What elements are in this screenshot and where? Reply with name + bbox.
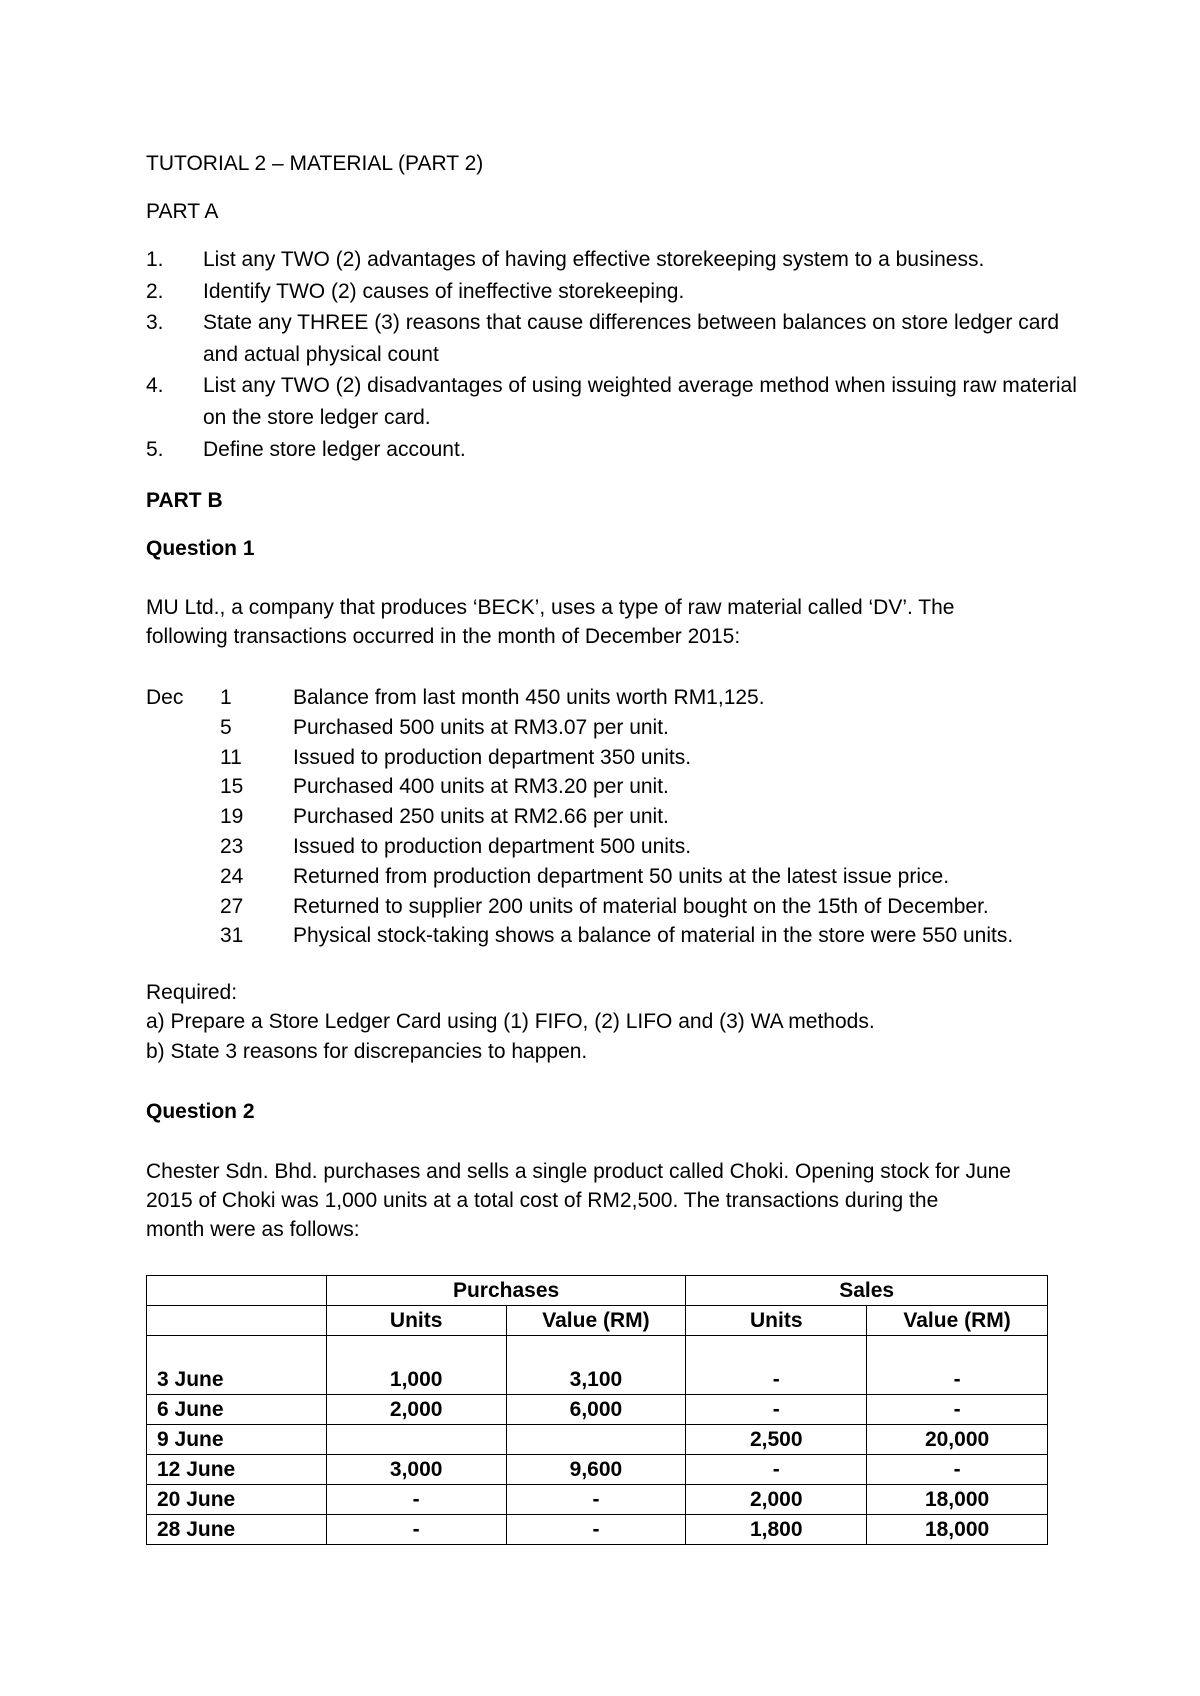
table-cell: 18,000: [867, 1485, 1048, 1515]
question-2-heading: Question 2: [146, 1100, 255, 1123]
transaction-row: [146, 892, 1013, 922]
item-number: 1.: [146, 248, 164, 271]
table-cell: [506, 1425, 686, 1455]
transaction-day: 23: [220, 834, 244, 858]
part-a-list: [146, 244, 1086, 465]
table-cell: 3,100: [506, 1365, 686, 1395]
transaction-day: 27: [220, 894, 244, 918]
question-1-intro-line: MU Ltd., a company that produces ‘BECK’, uses a type of raw material called ‘DV’. The: [146, 596, 955, 619]
transaction-row: [146, 802, 1013, 832]
table-cell: 2,500: [686, 1425, 867, 1455]
table-cell: [147, 1276, 327, 1306]
table-row: [147, 1455, 1048, 1485]
question-1-heading: Question 1: [146, 537, 255, 560]
table-row: [147, 1365, 1048, 1395]
transaction-month: Dec: [146, 686, 184, 709]
transaction-text: Physical stock-taking shows a balance of material in the store were 550 units.: [293, 924, 1014, 948]
table-cell: 2,000: [686, 1485, 867, 1515]
table-cell: -: [506, 1515, 686, 1545]
transaction-day: 31: [220, 924, 244, 948]
table-row: [147, 1425, 1048, 1455]
column-header: Units: [686, 1306, 867, 1336]
transaction-day: 1: [220, 686, 232, 709]
table-cell: -: [326, 1515, 506, 1545]
transaction-text: Purchased 500 units at RM3.07 per unit.: [293, 715, 669, 739]
table-cell: -: [686, 1455, 867, 1485]
table-cell: -: [686, 1395, 867, 1425]
table-cell: [147, 1306, 327, 1336]
table-row: [147, 1515, 1048, 1545]
date-cell: 9 June: [147, 1425, 327, 1455]
transaction-row: [146, 772, 1013, 802]
transaction-day: 19: [220, 805, 244, 829]
item-number: 2.: [146, 279, 164, 303]
date-cell: 28 June: [147, 1515, 327, 1545]
table-cell: 9,600: [506, 1455, 686, 1485]
transaction-day: 15: [220, 775, 244, 799]
item-text: List any TWO (2) advantages of having effective storekeeping system to a business.: [203, 248, 985, 271]
item-text: State any THREE (3) reasons that cause differences between balances on store ledger card and actual physical count: [203, 311, 1060, 366]
transaction-text: Issued to production department 350 units.: [293, 745, 692, 769]
question-2-intro-line: month were as follows:: [146, 1218, 360, 1241]
table-cell: -: [686, 1365, 867, 1395]
table-cell: -: [326, 1485, 506, 1515]
item-text: Identify TWO (2) causes of ineffective storekeeping.: [203, 279, 685, 303]
table-subheader-row: [147, 1306, 1048, 1336]
table-cell: 1,800: [686, 1515, 867, 1545]
table-cell: 6,000: [506, 1395, 686, 1425]
required-item-a: a) Prepare a Store Ledger Card using (1) FIFO, (2) LIFO and (3) WA methods.: [146, 1010, 875, 1033]
transaction-text: Returned to supplier 200 units of material bought on the 15th of December.: [293, 894, 989, 918]
table-cell: 2,000: [326, 1395, 506, 1425]
list-item: [146, 276, 1086, 308]
question-2-intro-line: 2015 of Choki was 1,000 units at a total cost of RM2,500. The transactions during the: [146, 1189, 939, 1212]
transaction-list: [146, 683, 1013, 951]
list-item: [146, 370, 1086, 433]
transaction-text: Purchased 400 units at RM3.20 per unit.: [293, 775, 669, 799]
item-number: 3.: [146, 311, 164, 335]
table-cell: 3,000: [326, 1455, 506, 1485]
table-cell: -: [506, 1485, 686, 1515]
list-item: [146, 434, 1086, 466]
table-cell: 18,000: [867, 1515, 1048, 1545]
part-a-heading: PART A: [146, 200, 219, 223]
transactions-table: [146, 1275, 1048, 1545]
transaction-text: Purchased 250 units at RM2.66 per unit.: [293, 805, 669, 829]
transaction-day: 24: [220, 864, 244, 888]
column-header: Value (RM): [867, 1306, 1048, 1336]
purchases-header: Purchases: [326, 1276, 686, 1306]
transaction-row: [146, 832, 1013, 862]
transaction-row: [146, 683, 1013, 713]
column-header: Value (RM): [506, 1306, 686, 1336]
table-spacer-row: [147, 1336, 1048, 1366]
date-cell: 3 June: [147, 1365, 327, 1395]
table-row: [147, 1485, 1048, 1515]
column-header: Units: [326, 1306, 506, 1336]
transaction-day: 5: [220, 715, 232, 739]
date-cell: 20 June: [147, 1485, 327, 1515]
transaction-row: [146, 862, 1013, 892]
table-row: [147, 1395, 1048, 1425]
transaction-text: Returned from production department 50 units at the latest issue price.: [293, 864, 950, 888]
required-label: Required:: [146, 981, 238, 1004]
question-2-intro-line: Chester Sdn. Bhd. purchases and sells a single product called Choki. Opening stock for June: [146, 1160, 1011, 1183]
table-cell: 1,000: [326, 1365, 506, 1395]
table-header-row: [147, 1276, 1048, 1306]
table-cell: -: [867, 1365, 1048, 1395]
transaction-day: 11: [220, 745, 242, 769]
date-cell: 6 June: [147, 1395, 327, 1425]
list-item: [146, 307, 1086, 370]
item-number: 4.: [146, 374, 164, 398]
transaction-text: Issued to production department 500 units.: [293, 834, 692, 858]
date-cell: 12 June: [147, 1455, 327, 1485]
required-item-b: b) State 3 reasons for discrepancies to happen.: [146, 1040, 588, 1063]
table-cell: -: [867, 1395, 1048, 1425]
transaction-text: Balance from last month 450 units worth RM1,125.: [293, 686, 765, 709]
question-1-intro-line: following transactions occurred in the month of December 2015:: [146, 625, 741, 648]
transaction-row: [146, 713, 1013, 743]
table-cell: -: [867, 1455, 1048, 1485]
part-b-heading: PART B: [146, 489, 223, 512]
transaction-row: [146, 743, 1013, 773]
list-item: [146, 244, 1086, 276]
item-text: Define store ledger account.: [203, 437, 466, 461]
item-number: 5.: [146, 437, 164, 461]
item-text: List any TWO (2) disadvantages of using weighted average method when issuing raw material on the store ledger card.: [203, 374, 1077, 429]
sales-header: Sales: [686, 1276, 1048, 1306]
page-title: TUTORIAL 2 – MATERIAL (PART 2): [146, 152, 484, 175]
table-cell: [326, 1425, 506, 1455]
transaction-row: [146, 921, 1013, 951]
table-cell: 20,000: [867, 1425, 1048, 1455]
